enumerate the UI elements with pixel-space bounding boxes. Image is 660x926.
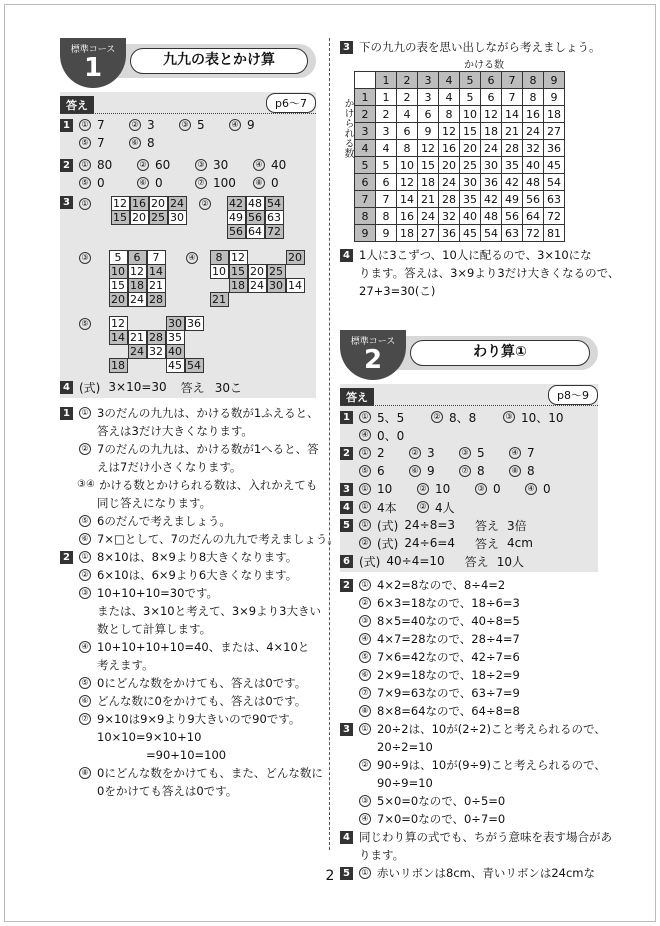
table-cell: 48 [523, 174, 544, 191]
grid-cell [248, 250, 267, 265]
badge-number: 2 [363, 345, 383, 375]
table-cell: 56 [502, 208, 523, 225]
grid-cell: 30 [166, 316, 185, 331]
grid-cell: 56 [246, 210, 265, 225]
grid-cell [128, 316, 147, 331]
explanation-right: 2 ① 4×2=8なので、8÷4=2 ② 6×3=18なので、18÷6=3 ③ 8×5=40なので、40÷8=5 ④ 4×7=28なので、28÷4=7 ⑤ 7×6=42なので、42÷7=6 ⑥ 2×9=18なので、18÷2=9 ⑦ 7×9=63なので、63÷7=9 ⑧ 8×8=64なので、64÷8=8 3 ① 20÷2は、10が(2÷2)こと考えられるので、 20÷2=10 ② 90÷9は、10が(9÷9)こと考えられるので、 90÷9=10 ③ 5×0=0なので、0÷5=0 ④ 7×0=0なので、0÷7=0 4 同じわり算の式でも、ちがう意味を表す場合があ ります。 5 ① 赤いリボンは8cm、青いリボンは24cmな [340, 576, 598, 882]
table-cell: 8 [439, 106, 460, 123]
table-header-cell: 1 [376, 72, 397, 89]
course-badge [60, 38, 126, 88]
table-cell: 36 [544, 140, 565, 157]
table-cell: 12 [481, 106, 502, 123]
table-corner [355, 72, 376, 89]
answer-grid-4 [210, 250, 305, 306]
table-cell: 40 [460, 208, 481, 225]
table-cell: 15 [460, 123, 481, 140]
table-row [355, 157, 565, 174]
kuku-table-wrap [340, 56, 598, 242]
left-column [60, 38, 339, 800]
table-row [355, 106, 565, 123]
table-cell: 30 [481, 157, 502, 174]
table-cell: 28 [439, 191, 460, 208]
kakerareru-label: かけられる数 [342, 98, 353, 158]
table-cell: 16 [439, 140, 460, 157]
table-cell: 7 [502, 89, 523, 106]
question-number: 3 [60, 196, 73, 209]
answer-rule [340, 405, 598, 406]
table-row-header: 2 [355, 106, 376, 123]
table-cell: 20 [439, 157, 460, 174]
grid-cell: 15 [229, 264, 248, 279]
grid-cell: 18 [229, 278, 248, 293]
grid-cell: 15 [109, 278, 128, 293]
table-row [355, 140, 565, 157]
table-cell: 25 [460, 157, 481, 174]
grid-cell: 20 [286, 250, 305, 265]
table-cell: 24 [439, 174, 460, 191]
grid-cell [147, 358, 166, 373]
table-row [355, 123, 565, 140]
grid-cell: 49 [227, 210, 246, 225]
table-cell: 45 [460, 225, 481, 242]
grid-cell: 6 [128, 250, 147, 265]
answer-grid-5 [109, 316, 204, 372]
table-cell: 42 [481, 191, 502, 208]
table-row-header: 6 [355, 174, 376, 191]
table-cell: 24 [523, 123, 544, 140]
table-cell: 36 [439, 225, 460, 242]
question-number: 4 [60, 381, 73, 394]
table-cell: 27 [418, 225, 439, 242]
grid-cell: 63 [265, 210, 284, 225]
table-row-header: 8 [355, 208, 376, 225]
table-cell: 10 [397, 157, 418, 174]
table-cell: 72 [523, 225, 544, 242]
table-cell: 5 [376, 157, 397, 174]
table-cell: 3 [418, 89, 439, 106]
grid-cell [210, 278, 229, 293]
answer-grid-3 [109, 250, 166, 306]
table-cell: 7 [376, 191, 397, 208]
answer-row: 4 ① 4本 ② 4人 [340, 498, 598, 516]
answer-row: ⑤ 6 ⑥ 9 ⑦ 8 ⑧ 8 [340, 462, 598, 480]
grid-cell [128, 358, 147, 373]
grid-cell: 12 [128, 264, 147, 279]
table-cell: 8 [523, 89, 544, 106]
grid-cell: 35 [166, 330, 185, 345]
table-cell: 40 [523, 157, 544, 174]
page-number: 2 [325, 868, 335, 884]
table-header-cell: 6 [481, 72, 502, 89]
answer-row: 4 (式) 3×10=30 答え 30こ [60, 378, 316, 396]
grid-cell: 54 [265, 196, 284, 211]
grid-row-2: ③ 5 6 7 10 12 14 15 18 21 20 24 28 ④ 8 12 20 10 15 20 25 18 24 30 14 21 [60, 250, 316, 306]
page-range: p6～7 [266, 93, 316, 113]
answer-row: 1 ① 7 ② 3 ③ 5 ④ 9 [60, 116, 316, 134]
table-row [355, 225, 565, 242]
grid-cell: 20 [130, 210, 149, 225]
grid-cell: 45 [166, 358, 185, 373]
table-cell: 14 [502, 106, 523, 123]
grid-row-1: 3 ① 12 16 20 24 15 20 25 30 ② 42 48 54 49 56 63 56 64 72 [60, 196, 316, 238]
table-cell: 12 [418, 140, 439, 157]
answer-row: ② (式) 24÷6=4 答え 4cm [340, 534, 598, 552]
table-header-cell: 7 [502, 72, 523, 89]
answer-box-1 [60, 92, 316, 398]
badge-number: 1 [83, 53, 103, 83]
table-row [355, 191, 565, 208]
answer-row: ⑤ 7 ⑥ 8 [60, 134, 316, 152]
answer-row: 5 ① (式) 24÷8=3 答え 3倍 [340, 516, 598, 534]
grid-cell: 42 [227, 196, 246, 211]
page-range: p8～9 [548, 385, 598, 405]
answer-box-2 [340, 384, 598, 572]
explanation-left: 1 ① 3のだんの九九は、かける数が1ふえると、 答えは3だけ大きくなります。 ② 7のだんの九九は、かける数が1へると、答 えは7だけ小さくなります。 ③④ かける数とかけられる数は、入れかえても 同じ答えになります。 ⑤ 6のだんで考えましょう。 ⑥ 7×□として、7のだんの九九で考えましょう。 2 ① 8×10は、8×9より8大きくなります。 ② 6×10は、6×9より6大きくなります。 ③ 10+10+10=30です。 または、3×10と考えて、3×9より3大きい 数として計算します。 ④ 10+10+10+10=40、または、4×10と 考えます。 ⑤ 0にどんな数をかけても、答えは0です。 ⑥ どんな数に0をかけても、答えは0です。 ⑦ 9×10は9×9より9大きいので90です。 10×10=9×10+10 =90+10=100 ⑧ 0にどんな数をかけても、また、どんな数に 0をかけても答えは0です。 [60, 404, 316, 800]
answer-rule [60, 113, 316, 114]
grid-cell: 20 [109, 292, 128, 307]
answer-grid-2 [227, 196, 284, 238]
table-row [355, 174, 565, 191]
table-cell: 54 [481, 225, 502, 242]
table-cell: 2 [376, 106, 397, 123]
table-cell: 20 [460, 140, 481, 157]
grid-cell: 12 [111, 196, 130, 211]
table-cell: 18 [481, 123, 502, 140]
grid-cell: 8 [210, 250, 229, 265]
answer-row: 2 ① 80 ② 60 ③ 30 ④ 40 [60, 156, 316, 174]
answer-row: ④ 0、0 [340, 426, 598, 444]
answer-row: 2 ① 2 ② 3 ③ 5 ④ 7 [340, 444, 598, 462]
badge-label: 標準コース [350, 337, 396, 347]
table-cell: 18 [397, 225, 418, 242]
grid-cell: 28 [147, 330, 166, 345]
grid-cell: 24 [248, 278, 267, 293]
table-cell: 2 [397, 89, 418, 106]
course-title: わり算① [410, 340, 590, 366]
grid-cell [185, 344, 204, 359]
table-cell: 4 [439, 89, 460, 106]
table-cell: 35 [502, 157, 523, 174]
table-row [355, 208, 565, 225]
grid-cell [185, 330, 204, 345]
grid-cell: 32 [147, 344, 166, 359]
grid-cell: 5 [109, 250, 128, 265]
column-divider [329, 38, 330, 850]
q4-explanation: 4 1人に3こずつ、10人に配るので、3×10にな ります。答えは、3×9より3だけ大きくなるので、 27+3=30(こ) [340, 246, 598, 300]
answer-tag: 答え [60, 96, 94, 114]
table-header-cell: 3 [418, 72, 439, 89]
grid-cell: 14 [286, 278, 305, 293]
grid-cell [286, 264, 305, 279]
grid-cell: 28 [147, 292, 166, 307]
table-cell: 27 [544, 123, 565, 140]
table-row [355, 89, 565, 106]
answer-row: 6 (式) 40÷4=10 答え 10人 [340, 552, 598, 570]
answer-grid-1 [111, 196, 187, 224]
table-cell: 32 [439, 208, 460, 225]
course-header-1 [60, 38, 316, 88]
grid-cell: 25 [267, 264, 286, 279]
table-cell: 1 [376, 89, 397, 106]
grid-cell: 24 [128, 292, 147, 307]
table-cell: 9 [544, 89, 565, 106]
table-cell: 63 [502, 225, 523, 242]
answer-row: 1 ① 5、5 ② 8、8 ③ 10、10 [340, 408, 598, 426]
table-cell: 5 [460, 89, 481, 106]
grid-cell: 21 [147, 278, 166, 293]
grid-cell: 12 [109, 316, 128, 331]
grid-cell [267, 292, 286, 307]
table-cell: 24 [418, 208, 439, 225]
table-cell: 18 [544, 106, 565, 123]
kuku-table [354, 71, 565, 242]
grid-cell: 64 [246, 224, 265, 239]
grid-cell: 20 [149, 196, 168, 211]
table-cell: 64 [523, 208, 544, 225]
grid-cell: 30 [168, 210, 187, 225]
table-cell: 3 [376, 123, 397, 140]
table-cell: 42 [502, 174, 523, 191]
table-header-cell: 8 [523, 72, 544, 89]
table-row-header: 7 [355, 191, 376, 208]
table-row-header: 3 [355, 123, 376, 140]
grid-cell [267, 250, 286, 265]
grid-cell [147, 316, 166, 331]
table-cell: 32 [523, 140, 544, 157]
answer-tag: 答え [340, 388, 374, 406]
table-row-header: 9 [355, 225, 376, 242]
grid-cell: 54 [185, 358, 204, 373]
table-cell: 6 [376, 174, 397, 191]
table-cell: 16 [397, 208, 418, 225]
table-cell: 21 [502, 123, 523, 140]
table-cell: 6 [397, 123, 418, 140]
right-column [340, 38, 620, 882]
grid-cell: 36 [185, 316, 204, 331]
table-cell: 12 [439, 123, 460, 140]
table-cell: 9 [376, 225, 397, 242]
table-cell: 8 [376, 208, 397, 225]
course-badge [340, 330, 406, 380]
table-cell: 6 [481, 89, 502, 106]
grid-cell: 10 [109, 264, 128, 279]
grid-cell [109, 344, 128, 359]
table-header-cell: 2 [397, 72, 418, 89]
answer-header [60, 96, 316, 114]
answer-row: 3 ① 10 ② 10 ③ 0 ④ 0 [340, 480, 598, 498]
grid-row-3: ⑤ 12 30 36 14 21 28 35 24 32 40 18 45 54 [60, 316, 316, 372]
table-header-cell: 4 [439, 72, 460, 89]
table-row-header: 5 [355, 157, 376, 174]
question-number: 1 [60, 119, 73, 132]
table-cell: 81 [544, 225, 565, 242]
table-cell: 8 [397, 140, 418, 157]
table-cell: 12 [397, 174, 418, 191]
table-cell: 21 [418, 191, 439, 208]
grid-cell: 25 [149, 210, 168, 225]
table-cell: 30 [460, 174, 481, 191]
grid-cell: 24 [168, 196, 187, 211]
grid-cell: 30 [267, 278, 286, 293]
grid-cell: 40 [166, 344, 185, 359]
kakeru-label: かける数 [464, 60, 504, 71]
grid-cell [248, 292, 267, 307]
grid-cell: 24 [128, 344, 147, 359]
grid-cell: 14 [109, 330, 128, 345]
table-cell: 72 [544, 208, 565, 225]
course-title: 九九の表とかけ算 [130, 48, 308, 74]
table-cell: 15 [418, 157, 439, 174]
grid-cell: 21 [128, 330, 147, 345]
answer-header [340, 388, 598, 406]
table-cell: 49 [502, 191, 523, 208]
grid-cell: 20 [248, 264, 267, 279]
table-cell: 4 [376, 140, 397, 157]
table-cell: 4 [397, 106, 418, 123]
table-cell: 10 [460, 106, 481, 123]
q3-instruction: 3 下の九九の表を思い出しながら考えましょう。 [340, 38, 598, 56]
grid-cell: 48 [246, 196, 265, 211]
grid-cell: 18 [128, 278, 147, 293]
table-row-header: 1 [355, 89, 376, 106]
table-cell: 16 [523, 106, 544, 123]
grid-cell: 21 [210, 292, 229, 307]
table-header-cell: 5 [460, 72, 481, 89]
badge-label: 標準コース [70, 45, 116, 55]
table-cell: 54 [544, 174, 565, 191]
table-cell: 56 [523, 191, 544, 208]
grid-cell: 72 [265, 224, 284, 239]
grid-cell: 15 [111, 210, 130, 225]
answer-row: ⑤ 0 ⑥ 0 ⑦ 100 ⑧ 0 [60, 174, 316, 192]
grid-cell: 56 [227, 224, 246, 239]
grid-cell [229, 292, 248, 307]
table-cell: 36 [481, 174, 502, 191]
grid-cell: 18 [109, 358, 128, 373]
table-cell: 6 [418, 106, 439, 123]
table-cell: 45 [544, 157, 565, 174]
table-cell: 14 [397, 191, 418, 208]
table-cell: 48 [481, 208, 502, 225]
course-header-2 [340, 330, 598, 380]
grid-cell: 10 [210, 264, 229, 279]
table-header-cell: 9 [544, 72, 565, 89]
table-cell: 24 [481, 140, 502, 157]
table-cell: 35 [460, 191, 481, 208]
table-row-header: 4 [355, 140, 376, 157]
grid-cell: 12 [229, 250, 248, 265]
grid-cell: 16 [130, 196, 149, 211]
table-cell: 28 [502, 140, 523, 157]
table-cell: 9 [418, 123, 439, 140]
grid-cell: 7 [147, 250, 166, 265]
question-number: 2 [60, 159, 73, 172]
table-cell: 18 [418, 174, 439, 191]
grid-cell: 14 [147, 264, 166, 279]
table-cell: 63 [544, 191, 565, 208]
